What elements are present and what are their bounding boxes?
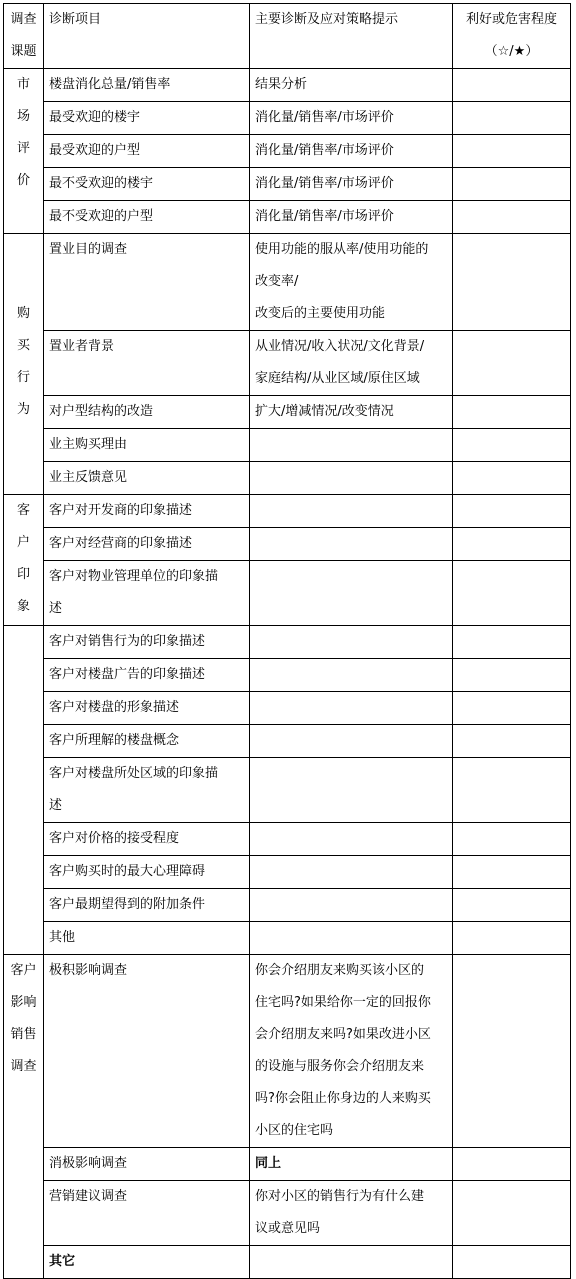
item-cell: 客户所理解的楼盘概念 <box>44 725 250 758</box>
level-cell <box>453 659 571 692</box>
table-row <box>4 234 571 331</box>
strategy-cell: 使用功能的服从率/使用功能的 改变率/ 改变后的主要使用功能 <box>250 234 453 331</box>
level-cell <box>453 1181 571 1246</box>
level-cell <box>453 758 571 823</box>
level-cell <box>453 396 571 429</box>
topic-cell: 市 场 评 价 <box>4 69 44 234</box>
strategy-cell: 消化量/销售率/市场评价 <box>250 102 453 135</box>
level-cell <box>453 955 571 1148</box>
level-cell <box>453 69 571 102</box>
level-cell <box>453 201 571 234</box>
table-row <box>4 626 571 659</box>
item-cell: 客户对楼盘的形象描述 <box>44 692 250 725</box>
item-cell: 消极影响调查 <box>44 1148 250 1181</box>
level-cell <box>453 234 571 331</box>
strategy-cell <box>250 462 453 495</box>
item-cell: 置业者背景 <box>44 331 250 396</box>
topic-cell: 客 户 印 象 <box>4 495 44 626</box>
table-row <box>4 823 571 856</box>
item-cell: 客户对楼盘所处区域的印象描 述 <box>44 758 250 823</box>
level-cell <box>453 725 571 758</box>
table-row <box>4 201 571 234</box>
item-cell: 最受欢迎的户型 <box>44 135 250 168</box>
table-row <box>4 1148 571 1181</box>
level-cell <box>453 462 571 495</box>
table-row <box>4 1181 571 1246</box>
level-cell <box>453 429 571 462</box>
strategy-cell <box>250 889 453 922</box>
strategy-cell: 结果分析 <box>250 69 453 102</box>
level-cell <box>453 495 571 528</box>
strategy-cell: 消化量/销售率/市场评价 <box>250 201 453 234</box>
table-row <box>4 758 571 823</box>
table-row <box>4 69 571 102</box>
table-row <box>4 725 571 758</box>
strategy-cell: 扩大/增减情况/改变情况 <box>250 396 453 429</box>
strategy-cell: 从业情况/收入状况/文化背景/ 家庭结构/从业区域/原住区域 <box>250 331 453 396</box>
level-cell <box>453 856 571 889</box>
strategy-cell <box>250 528 453 561</box>
table-row <box>4 889 571 922</box>
table-row <box>4 396 571 429</box>
strategy-cell <box>250 429 453 462</box>
strategy-cell <box>250 1246 453 1279</box>
strategy-cell <box>250 495 453 528</box>
item-cell: 最不受欢迎的楼宇 <box>44 168 250 201</box>
header-level: 利好或危害程度 （☆/★） <box>453 4 571 69</box>
strategy-cell <box>250 561 453 626</box>
item-cell: 营销建议调查 <box>44 1181 250 1246</box>
strategy-cell: 同上 <box>250 1148 453 1181</box>
item-cell: 其它 <box>44 1246 250 1279</box>
table-row <box>4 692 571 725</box>
table-row <box>4 922 571 955</box>
item-cell: 业主反馈意见 <box>44 462 250 495</box>
table-row <box>4 462 571 495</box>
strategy-cell <box>250 922 453 955</box>
item-cell: 置业目的调查 <box>44 234 250 331</box>
strategy-cell: 你对小区的销售行为有什么建 议或意见吗 <box>250 1181 453 1246</box>
strategy-cell: 消化量/销售率/市场评价 <box>250 135 453 168</box>
strategy-cell <box>250 758 453 823</box>
topic-cell: 购 买 行 为 <box>4 234 44 495</box>
table-row <box>4 135 571 168</box>
header-strategy: 主要诊断及应对策略提示 <box>250 4 453 69</box>
item-cell: 客户对价格的接受程度 <box>44 823 250 856</box>
level-cell <box>453 528 571 561</box>
item-cell: 对户型结构的改造 <box>44 396 250 429</box>
strategy-cell <box>250 856 453 889</box>
item-cell: 客户对销售行为的印象描述 <box>44 626 250 659</box>
strategy-cell <box>250 823 453 856</box>
strategy-cell: 消化量/销售率/市场评价 <box>250 168 453 201</box>
item-cell: 客户最期望得到的附加条件 <box>44 889 250 922</box>
level-cell <box>453 823 571 856</box>
table-row <box>4 102 571 135</box>
item-cell: 客户对经营商的印象描述 <box>44 528 250 561</box>
level-cell <box>453 168 571 201</box>
strategy-cell <box>250 659 453 692</box>
strategy-cell: 你会介绍朋友来购买该小区的 住宅吗?如果给你一定的回报你 会介绍朋友来吗?如果改进小区 的设施与服务你会介绍朋友来 吗?你会阻止你身边的人来购买 小区的住宅吗 <box>250 955 453 1148</box>
item-cell: 其他 <box>44 922 250 955</box>
table-row <box>4 528 571 561</box>
item-cell: 客户对开发商的印象描述 <box>44 495 250 528</box>
table-row <box>4 168 571 201</box>
strategy-cell <box>250 626 453 659</box>
table-row <box>4 495 571 528</box>
item-cell: 客户购买时的最大心理障碍 <box>44 856 250 889</box>
item-cell: 楼盘消化总量/销售率 <box>44 69 250 102</box>
table-row <box>4 856 571 889</box>
item-cell: 最不受欢迎的户型 <box>44 201 250 234</box>
strategy-cell <box>250 692 453 725</box>
level-cell <box>453 102 571 135</box>
level-cell <box>453 561 571 626</box>
item-cell: 极积影响调查 <box>44 955 250 1148</box>
level-cell <box>453 1148 571 1181</box>
header-row <box>4 4 571 69</box>
topic-cell: 客户 影响 销售 调查 <box>4 955 44 1279</box>
level-cell <box>453 626 571 659</box>
level-cell <box>453 135 571 168</box>
table-row <box>4 429 571 462</box>
topic-cell <box>4 626 44 955</box>
level-cell <box>453 331 571 396</box>
table-row <box>4 955 571 1148</box>
diagnosis-table <box>3 3 571 1279</box>
item-cell: 最受欢迎的楼宇 <box>44 102 250 135</box>
item-cell: 业主购买理由 <box>44 429 250 462</box>
level-cell <box>453 692 571 725</box>
header-item: 诊断项目 <box>44 4 250 69</box>
table-row <box>4 659 571 692</box>
table-row <box>4 1246 571 1279</box>
strategy-cell <box>250 725 453 758</box>
level-cell <box>453 889 571 922</box>
table-row <box>4 561 571 626</box>
level-cell <box>453 922 571 955</box>
table-row <box>4 331 571 396</box>
level-cell <box>453 1246 571 1279</box>
item-cell: 客户对物业管理单位的印象描 述 <box>44 561 250 626</box>
header-topic: 调查 课题 <box>4 4 44 69</box>
item-cell: 客户对楼盘广告的印象描述 <box>44 659 250 692</box>
